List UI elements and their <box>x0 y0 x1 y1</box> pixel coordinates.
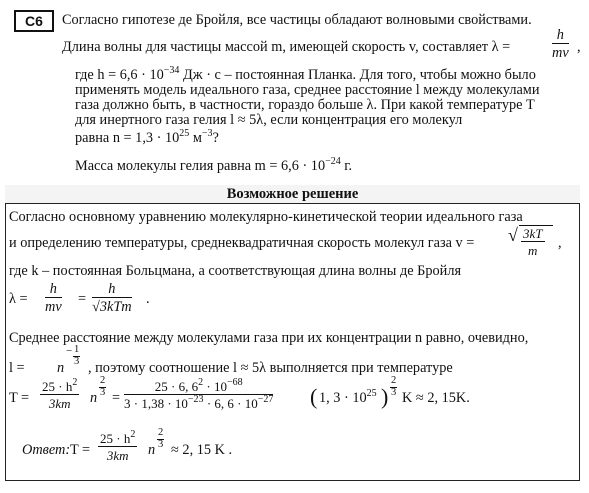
answer-num-exp: 2 <box>130 429 136 440</box>
temperature-n-exp-num: 2 <box>100 375 106 386</box>
problem-line-2-text: Длина волны для частицы массой m, имеющей скорость v, составляет λ = <box>62 39 511 55</box>
temperature-num-2 <box>124 377 273 395</box>
temperature-den-2-exp: −23 <box>187 394 204 405</box>
problem-label: C6 <box>14 10 54 32</box>
temperature-n: n <box>90 390 98 406</box>
lambda-denominator: mv <box>552 45 569 62</box>
answer-exp-num: 2 <box>158 427 164 438</box>
temperature-num-2-exp2: −68 <box>226 377 243 388</box>
lambda-label: λ = <box>9 291 28 307</box>
planck-rest: Дж · с – постоянная Планка. Для того, чтобы можно было <box>179 67 536 83</box>
answer-fraction <box>98 429 137 463</box>
temperature-den-2-exp2: −27 <box>257 394 274 405</box>
problem-line-7 <box>75 128 219 146</box>
solution-line-1: Согласно основному уравнению молекулярно-кинетической теории идеального газа <box>9 209 523 225</box>
temperature-num-1-exp: 2 <box>72 377 78 388</box>
lambda-fraction <box>552 28 569 61</box>
solution-line-5: Среднее расстояние между молекулами газа при их концентрации n равно, очевидно, <box>9 330 529 346</box>
distance-exponent <box>73 345 80 367</box>
paren-open: ( <box>310 384 318 409</box>
problem-line-6: для инертного газа гелия l ≈ 5λ, если концентрация его молекул <box>75 112 463 128</box>
debroglie-fraction-2 <box>92 282 132 315</box>
temperature-den-2-rest: · 6, 6 · 10 <box>203 396 258 411</box>
temperature-equals: = <box>112 390 121 406</box>
rms-speed-fraction <box>521 227 545 257</box>
temperature-num-2-exp: 2 <box>198 377 204 388</box>
temperature-num-1 <box>40 377 79 395</box>
distance-exp-minus: − <box>66 345 73 357</box>
temperature-den-2 <box>124 395 273 410</box>
problem-line-5: газа должно быть, в частности, гораздо больше λ. При какой температуре T <box>75 97 535 113</box>
rms-numerator: 3kT <box>523 226 543 241</box>
planck-text: где h = 6,6 · 10 <box>75 67 164 83</box>
concentration-unit: м <box>189 130 202 146</box>
solution-header: Возможное решение <box>5 185 580 204</box>
solution-line-2: и определению температуры, среднеквадратичная скорость молекул газа v = <box>9 235 475 251</box>
distance-rest: , поэтому соотношение l ≈ 5λ выполняется при температуре <box>88 360 453 376</box>
concentration-value-exp: 25 <box>366 388 377 399</box>
temperature-n-exp-den: 3 <box>100 386 106 398</box>
sqrt-sign: √ <box>508 225 518 245</box>
temperature-fraction-2 <box>124 377 274 411</box>
answer-T: T = <box>70 442 91 458</box>
temperature-num-1-text: 25 · h <box>42 379 73 394</box>
solution-line-2-end: , <box>558 235 562 251</box>
answer-den: 3km <box>106 448 129 463</box>
problem-line-8 <box>75 156 353 174</box>
distance-exp-num: 1 <box>74 344 80 355</box>
question-mark: ? <box>212 130 219 146</box>
concentration-exponent: 25 <box>179 128 190 139</box>
temperature-num-2-rest: · 10 <box>203 379 227 394</box>
answer-num-text: 25 · h <box>100 431 131 446</box>
helium-mass-unit: г. <box>340 158 353 174</box>
concentration-value <box>319 388 377 406</box>
temperature-den-1: 3km <box>48 396 71 411</box>
answer-exp-den: 3 <box>158 438 164 450</box>
problem-line-3 <box>75 65 536 83</box>
temperature-den-2-text: 3 · 1,38 · 10 <box>124 396 188 411</box>
distance-label: l = <box>9 360 25 376</box>
debroglie-fraction-1 <box>45 282 62 315</box>
problem-line-2 <box>62 40 510 54</box>
answer-exponent <box>157 428 164 450</box>
debroglie-equals: = <box>78 291 87 307</box>
debroglie-num-1: h <box>45 282 62 298</box>
answer-n: n <box>148 442 156 458</box>
helium-mass-exponent: −24 <box>325 156 341 167</box>
problem-line-2-end: , <box>577 39 581 55</box>
answer-result: ≈ 2, 15 K . <box>171 442 233 458</box>
debroglie-num-2: h <box>92 282 132 298</box>
power-exp-den: 3 <box>391 386 397 398</box>
temperature-num-2-text: 25 · 6, 6 <box>154 379 199 394</box>
distance-exp-den: 3 <box>74 355 80 367</box>
power-exponent <box>390 376 397 398</box>
debroglie-end: . <box>146 291 150 307</box>
solution-line-3: где k – постоянная Больцмана, а соответствующая длина волны де Бройля <box>9 263 462 279</box>
concentration-text: равна n = 1,3 · 10 <box>75 130 180 146</box>
problem-line-4: применять модель идеального газа, среднее расстояние l между молекулами <box>75 82 540 98</box>
planck-exponent: −34 <box>163 65 180 76</box>
temperature-result: K ≈ 2, 15K. <box>402 390 470 406</box>
problem-line-1: Согласно гипотезе де Бройля, все частицы обладают волновыми свойствами. <box>62 12 532 28</box>
answer-label: Ответ: <box>22 442 71 458</box>
paren-close: ) <box>381 384 389 409</box>
power-exp-num: 2 <box>391 375 397 386</box>
temperature-fraction-1 <box>40 377 79 411</box>
concentration-unit-exponent: −3 <box>201 128 213 139</box>
temperature-n-exponent <box>99 376 106 398</box>
debroglie-den-2: √3kTm <box>92 299 132 316</box>
lambda-numerator: h <box>552 28 569 44</box>
distance-n: n <box>57 360 65 376</box>
helium-mass-text: Масса молекулы гелия равна m = 6,6 · 10 <box>75 158 326 174</box>
debroglie-den-1: mv <box>45 299 62 316</box>
temperature-label: T = <box>9 390 30 406</box>
concentration-value-text: 1, 3 · 10 <box>319 390 367 406</box>
rms-denominator: m <box>528 243 538 258</box>
answer-num <box>98 429 137 447</box>
